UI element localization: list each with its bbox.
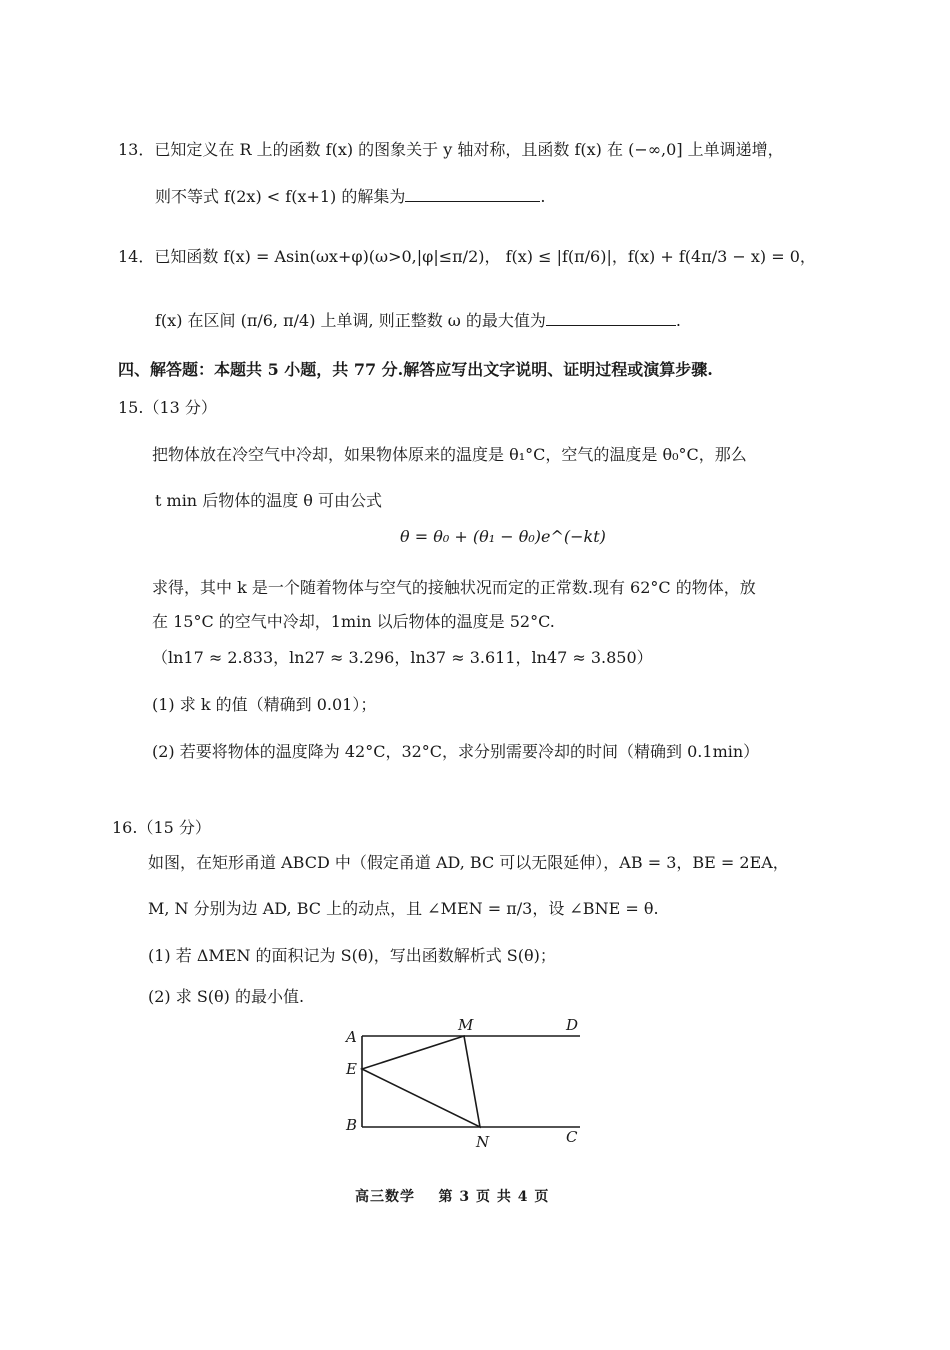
problem-14-text: f(x) 在区间 (π/6, π/4) 上单调, 则正整数 ω 的最大值为 <box>155 311 546 330</box>
problem-15-text3: 求得，其中 k 是一个随着物体与空气的接触状况而定的正常数.现有 62°C 的物体，放 <box>152 578 756 597</box>
label-D: D <box>566 1016 579 1034</box>
problem-13-text: 则不等式 f(2x) < f(x+1) 的解集为 <box>155 187 406 206</box>
label-C: C <box>566 1128 578 1146</box>
label-N: N <box>476 1133 490 1151</box>
problem-14-line1: 14．已知函数 f(x) = Asin(ωx+φ)(ω>0,|φ|≤π/2)， f(x) ≤ |f(π/6)|，f(x) + f(4π/3 − x) = 0， <box>118 247 816 266</box>
problem-15-q2: (2) 若要将物体的温度降为 42°C，32°C，求分别需要冷却的时间（精确到 0.1min） <box>152 742 760 761</box>
problem-13-line1: 13．已知定义在 R 上的函数 f(x) 的图象关于 y 轴对称，且函数 f(x) 在 (−∞,0] 上单调递增， <box>118 140 784 159</box>
problem-15-formula: θ = θ₀ + (θ₁ − θ₀)e^(−kt) <box>400 527 606 546</box>
problem-15-text2: t min 后物体的温度 θ 可由公式 <box>155 491 383 510</box>
answer-blank-13[interactable] <box>405 187 540 202</box>
problem-16-text2: M, N 分别为边 AD, BC 上的动点，且 ∠MEN = π/3，设 ∠BNE = θ. <box>148 899 659 918</box>
problem-13-line2 <box>155 186 545 208</box>
problem-15-text4: 在 15°C 的空气中冷却，1min 以后物体的温度是 52°C. <box>152 612 555 631</box>
problem-16-header: 16.（15 分） <box>112 818 211 837</box>
label-B: B <box>346 1116 358 1134</box>
problem-15-hints: （ln17 ≈ 2.833，ln27 ≈ 3.296，ln37 ≈ 3.611，ln47 ≈ 3.850） <box>152 648 653 667</box>
problem-15-text1: 把物体放在冷空气中冷却，如果物体原来的温度是 θ₁°C，空气的温度是 θ₀°C，那么 <box>152 445 747 464</box>
period: . <box>540 187 546 206</box>
section-4-heading: 四、解答题：本题共 5 小题，共 77 分.解答应写出文字说明、证明过程或演算步骤. <box>118 360 713 379</box>
answer-blank-14[interactable] <box>546 311 676 326</box>
problem-16-text1: 如图，在矩形甬道 ABCD 中（假定甬道 AD, BC 可以无限延伸），AB = 3，BE = 2EA， <box>148 853 789 872</box>
problem-16-q2: (2) 求 S(θ) 的最小值. <box>148 987 305 1006</box>
problem-14-line2 <box>155 310 681 332</box>
problem-16-q1: (1) 若 ΔMEN 的面积记为 S(θ)，写出函数解析式 S(θ)； <box>148 946 556 965</box>
label-A: A <box>346 1028 357 1046</box>
period: . <box>675 311 682 330</box>
triangle-MEN <box>362 1036 480 1127</box>
page-footer: 高三数学 第 3 页 共 4 页 <box>355 1189 550 1205</box>
label-M: M <box>458 1016 474 1034</box>
problem-15-q1: (1) 求 k 的值（精确到 0.01）； <box>152 695 377 714</box>
problem-15-header: 15.（13 分） <box>118 398 217 417</box>
corridor-figure <box>340 1012 600 1152</box>
label-E: E <box>346 1060 357 1078</box>
